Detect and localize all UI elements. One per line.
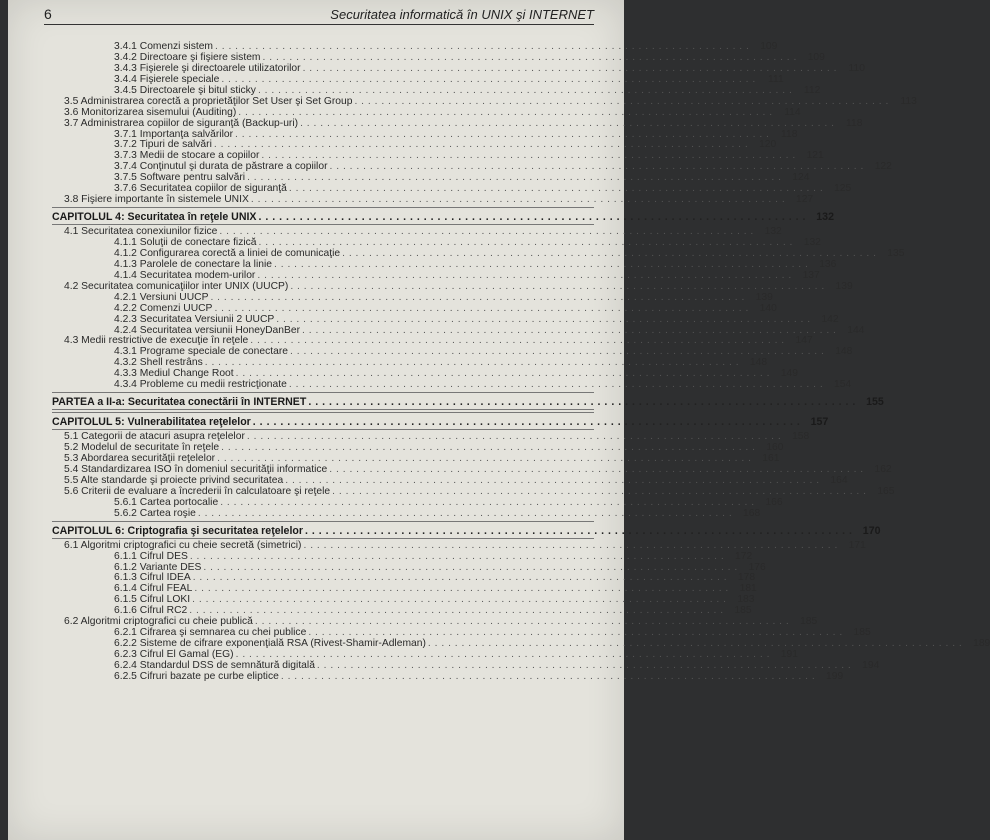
toc-entry-title: CAPITOLUL 4: Securitatea în reţele UNIX xyxy=(52,211,257,224)
dot-leader: . . . . . . . . . . . . . . . . . . . . . . . . . . . . . . . . . . . . . . . . . . . . . . . . . . . . . . . . . . . . . . . . . . . . . . . . . . . . . . . . xyxy=(354,95,889,107)
toc-entry-title: 4.2.1 Versiuni UUCP xyxy=(114,291,209,303)
toc-entry-page: 137 xyxy=(802,269,820,281)
dot-leader: . . . . . . . . . . . . . . . . . . . . . . . . . . . . . . . . . . . . . . . . . . . . . . . . . . . . . . . . . . . . . . . . . . . . . . . . . . . . . . . . xyxy=(194,583,729,595)
toc-entry-page: 178 xyxy=(737,572,756,584)
dot-leader: . . . . . . . . . . . . . . . . . . . . . . . . . . . . . . . . . . . . . . . . . . . . . . . . . . . . . . . . . . . . . . . . . . . . . . . . . . . . . . . . xyxy=(250,335,785,347)
toc-entry-title: 3.4.3 Fişierele şi directoarele utilizatorilor xyxy=(114,62,301,74)
dot-leader: . . . . . . . . . . . . . . . . . . . . . . . . . . . . . . . . . . . . . . . . . . . . . . . . . . . . . . . . . . . . . . . . . . . . . . . . . . . . . . . . xyxy=(204,357,740,369)
toc-entry-page: 185 xyxy=(800,616,818,628)
toc-chapter-entry xyxy=(52,211,834,224)
toc-entry-page: 139 xyxy=(835,280,853,292)
toc-entry-page: 111 xyxy=(768,73,784,85)
toc-entry-page: 168 xyxy=(743,507,761,519)
toc-entry-page: 109 xyxy=(760,41,778,52)
toc-entry xyxy=(52,302,777,315)
toc-entry-page: 132 xyxy=(764,226,782,238)
toc-entry-page: 155 xyxy=(866,396,884,409)
toc-entry-title: 6.2.5 Cifruri bazate pe curbe eliptice xyxy=(114,670,279,682)
dot-leader: . . . . . . . . . . . . . . . . . . . . . . . . . . . . . . . . . . . . . . . . . . . . . . . . . . . . . . . . . . . . . . . . . . . . . . . . . . . . . . . . xyxy=(258,237,793,248)
running-header xyxy=(44,4,594,25)
toc-chapter-entry xyxy=(52,416,829,429)
toc-entry-title: 3.7.4 Conţinutul şi durata de păstrare a copiilor xyxy=(114,161,328,173)
toc-entry-title: 3.7.2 Tipuri de salvări xyxy=(114,139,212,151)
dot-leader: . . . . . . . . . . . . . . . . . . . . . . . . . . . . . . . . . . . . . . . . . . . . . . . . . . . . . . . . . . . . . . . . . . . . . . . . . . . . . . . . xyxy=(217,453,752,464)
toc-entry-title: 4.1.1 Soluţii de conectare fizică xyxy=(114,237,257,248)
toc-entry-title: 5.5 Alte standarde şi proiecte privind securitatea xyxy=(64,474,284,486)
dot-leader: . . . . . . . . . . . . . . . . . . . . . . . . . . . . . . . . . . . . . . . . . . . . . . . . . . . . . . . . . . . . . . . . . . . . . . . . . . . . . . . . xyxy=(288,183,824,195)
toc-entry-page: 140 xyxy=(759,302,777,314)
table-of-contents xyxy=(52,41,990,683)
toc-entry-title: 4.2.3 Securitatea Versiunii 2 UUCP xyxy=(114,313,275,325)
dot-leader: . . . . . . . . . . . . . . . . . . . . . . . . . . . . . . . . . . . . . . . . . . . . . . . . . . . . . . . . . . . . . . . . . . . . . . . . . . . . . . . . xyxy=(238,106,773,118)
dot-leader: . . . . . . . . . . . . . . . . . . . . . . . . . . . . . . . . . . . . . . . . . . . . . . . . . . . . . . . . . . . . . . . . . . . . . . . . . . . . . . . . xyxy=(210,291,745,303)
dot-leader: . . . . . . . . . . . . . . . . . . . . . . . . . . . . . . . . . . . . . . . . . . . . . . . . . . . . . . . . . . . . . . . . . . . . . . . . . . . . . . . . xyxy=(221,442,756,454)
chapter-divider xyxy=(52,521,594,522)
chapter-divider xyxy=(52,538,594,539)
toc-entry-page: 135 xyxy=(887,247,905,259)
toc-entry xyxy=(52,106,801,119)
dot-leader: . . . . . . . . . . . . . . . . . . . . . . . . . . . . . . . . . . . . . . . . . . . . . . . . . . . . . . . . . . . . . . . . . . . . . . . . . . . . . . . . xyxy=(305,524,853,537)
toc-entry-page: 161 xyxy=(762,453,780,464)
dot-leader: . . . . . . . . . . . . . . . . . . . . . . . . . . . . . . . . . . . . . . . . . . . . . . . . . . . . . . . . . . . . . . . . . . . . . . . . . . . . . . . . xyxy=(258,211,806,224)
dot-leader: . . . . . . . . . . . . . . . . . . . . . . . . . . . . . . . . . . . . . . . . . . . . . . . . . . . . . . . . . . . . . . . . . . . . . . . . . . . . . . . . xyxy=(308,627,843,639)
toc-entry-page: 176 xyxy=(748,561,766,573)
toc-entry-page: 189 xyxy=(973,638,990,650)
page-number: 6 xyxy=(44,6,52,22)
toc-entry-page: 112 xyxy=(803,84,821,96)
toc-entry-page: 139 xyxy=(755,291,773,303)
toc-entry-title: 3.4.5 Directoarele şi bitul sticky xyxy=(114,84,256,96)
running-title: Securitatea informatică în UNIX şi INTERNET xyxy=(330,7,594,22)
dot-leader: . . . . . . . . . . . . . . . . . . . . . . . . . . . . . . . . . . . . . . . . . . . . . . . . . . . . . . . . . . . . . . . . . . . . . . . . . . . . . . . . xyxy=(235,128,770,140)
dot-leader: . . . . . . . . . . . . . . . . . . . . . . . . . . . . . . . . . . . . . . . . . . . . . . . . . . . . . . . . . . . . . . . . . . . . . . . . . . . . . . . . xyxy=(302,62,837,74)
toc-entry-title: 6.2.3 Cifrul El Gamal (EG) xyxy=(114,649,234,660)
toc-entry-page: 199 xyxy=(826,670,844,682)
chapter-divider xyxy=(52,224,594,225)
toc-entry-title: 6.1.5 Cifrul LOKI xyxy=(114,594,191,606)
toc-entry-title: 3.6 Monitorizarea sisemului (Auditing) xyxy=(64,106,237,118)
toc-entry-page: 160 xyxy=(766,442,784,454)
toc-entry-page: 194 xyxy=(862,659,880,671)
toc-entry xyxy=(52,291,773,304)
dot-leader: . . . . . . . . . . . . . . . . . . . . . . . . . . . . . . . . . . . . . . . . . . . . . . . . . . . . . . . . . . . . . . . . . . . . . . . . . . . . . . . . xyxy=(214,302,749,314)
toc-entry-page: 148 xyxy=(835,346,853,358)
toc-entry-page: 191 xyxy=(780,649,798,660)
toc-entry-title: 4.3.2 Shell restrâns xyxy=(114,357,203,369)
toc-entry-title: 3.7 Administrarea copiilor de siguranţă (Backup-uri) xyxy=(64,117,299,129)
dot-leader: . . . . . . . . . . . . . . . . . . . . . . . . . . . . . . . . . . . . . . . . . . . . . . . . . . . . . . . . . . . . . . . . . . . . . . . . . . . . . . . . xyxy=(252,416,801,429)
dot-leader: . . . . . . . . . . . . . . . . . . . . . . . . . . . . . . . . . . . . . . . . . . . . . . . . . . . . . . . . . . . . . . . . . . . . . . . . . . . . . . . . xyxy=(246,431,782,443)
toc-entry-page: 114 xyxy=(784,106,801,118)
dot-leader: . . . . . . . . . . . . . . . . . . . . . . . . . . . . . . . . . . . . . . . . . . . . . . . . . . . . . . . . . . . . . . . . . . . . . . . . . . . . . . . . xyxy=(329,161,864,173)
toc-entry-title: 6.2.4 Standardul DSS de semnătură digitală xyxy=(114,659,315,671)
dot-leader: . . . . . . . . . . . . . . . . . . . . . . . . . . . . . . . . . . . . . . . . . . . . . . . . . . . . . . . . . . . . . . . . . . . . . . . . . . . . . . . . xyxy=(203,561,738,573)
toc-entry-title: 3.5 Administrarea corectă a proprietăţilor Set User şi Set Group xyxy=(64,95,353,107)
toc-entry-title: 4.3 Medii restrictive de execuţie în reţele xyxy=(64,335,249,347)
dot-leader: . . . . . . . . . . . . . . . . . . . . . . . . . . . . . . . . . . . . . . . . . . . . . . . . . . . . . . . . . . . . . . . . . . . . . . . . . . . . . . . . xyxy=(215,41,750,52)
toc-entry-page: 118 xyxy=(846,117,863,129)
toc-entry-page: 162 xyxy=(874,463,892,475)
toc-entry xyxy=(52,670,844,683)
toc-entry-title: 4.1 Securitatea conexiunilor fizice xyxy=(64,226,218,238)
toc-entry-page: 165 xyxy=(877,485,895,497)
toc-entry-title: 5.6 Criterii de evaluare a încrederii în calculatoare şi reţele xyxy=(64,485,331,497)
chapter-divider xyxy=(52,409,594,410)
dot-leader: . . . . . . . . . . . . . . . . . . . . . . . . . . . . . . . . . . . . . . . . . . . . . . . . . . . . . . . . . . . . . . . . . . . . . . . . . . . . . . . . xyxy=(235,368,771,380)
toc-chapter-entry xyxy=(52,524,881,538)
dot-leader: . . . . . . . . . . . . . . . . . . . . . . . . . . . . . . . . . . . . . . . . . . . . . . . . . . . . . . . . . . . . . . . . . . . . . . . . . . . . . . . . xyxy=(316,659,852,671)
toc-entry-title: 5.1 Categorii de atacuri asupra reţelelor xyxy=(64,431,245,443)
toc-entry-title: 6.1.4 Cifrul FEAL xyxy=(114,583,193,595)
toc-entry-title: 6.2.1 Cifrarea şi semnarea cu chei publice xyxy=(114,627,307,639)
chapter-divider xyxy=(52,207,594,208)
dot-leader: . . . . . . . . . . . . . . . . . . . . . . . . . . . . . . . . . . . . . . . . . . . . . . . . . . . . . . . . . . . . . . . . . . . . . . . . . . . . . . . . xyxy=(332,485,867,497)
dot-leader: . . . . . . . . . . . . . . . . . . . . . . . . . . . . . . . . . . . . . . . . . . . . . . . . . . . . . . . . . . . . . . . . . . . . . . . . . . . . . . . . xyxy=(250,194,786,206)
toc-entry-title: 6.2.2 Sisteme de cifrare exponenţială RSA (Rivest-Shamir-Adleman) xyxy=(114,638,426,650)
toc-entry-title: 3.4.4 Fişierele speciale xyxy=(114,73,220,85)
toc-entry-title: 4.1.4 Securitatea modem-urilor xyxy=(114,269,256,281)
book-page xyxy=(8,0,990,840)
dot-leader: . . . . . . . . . . . . . . . . . . . . . . . . . . . . . . . . . . . . . . . . . . . . . . . . . . . . . . . . . . . . . . . . . . . . . . . . . . . . . . . . xyxy=(257,269,792,281)
toc-chapter-entry xyxy=(52,396,884,409)
toc-entry-title: 3.7.1 Importanţa salvărilor xyxy=(114,128,234,140)
toc-entry-page: 144 xyxy=(847,324,865,336)
dot-leader: . . . . . . . . . . . . . . . . . . . . . . . . . . . . . . . . . . . . . . . . . . . . . . . . . . . . . . . . . . . . . . . . . . . . . . . . . . . . . . . . xyxy=(300,117,835,129)
dot-leader: . . . . . . . . . . . . . . . . . . . . . . . . . . . . . . . . . . . . . . . . . . . . . . . . . . . . . . . . . . . . . . . . . . . . . . . . . . . . . . . . xyxy=(219,226,754,238)
dot-leader: . . . . . . . . . . . . . . . . . . . . . . . . . . . . . . . . . . . . . . . . . . . . . . . . . . . . . . . . . . . . . . . . . . . . . . . . . . . . . . . . xyxy=(262,51,797,63)
toc-entry-title: 5.2 Modelul de securitate în reţele xyxy=(64,442,220,454)
dot-leader: . . . . . . . . . . . . . . . . . . . . . . . . . . . . . . . . . . . . . . . . . . . . . . . . . . . . . . . . . . . . . . . . . . . . . . . . . . . . . . . . xyxy=(290,280,825,292)
toc-entry-title: 3.7.6 Securitatea copiilor de siguranţă xyxy=(114,183,287,195)
dot-leader: . . . . . . . . . . . . . . . . . . . . . . . . . . . . . . . . . . . . . . . . . . . . . . . . . . . . . . . . . . . . . . . . . . . . . . . . . . . . . . . . xyxy=(288,379,824,391)
toc-entry-page: 148 xyxy=(749,357,768,369)
toc-entry-page: 125 xyxy=(834,183,852,195)
toc-entry-page: 181 xyxy=(739,583,757,595)
dot-leader: . . . . . . . . . . . . . . . . . . . . . . . . . . . . . . . . . . . . . . . . . . . . . . . . . . . . . . . . . . . . . . . . . . . . . . . . . . . . . . . . xyxy=(189,605,724,617)
dot-leader: . . . . . . . . . . . . . . . . . . . . . . . . . . . . . . . . . . . . . . . . . . . . . . . . . . . . . . . . . . . . . . . . . . . . . . . . . . . . . . . . xyxy=(220,496,755,508)
toc-entry-title: 5.4 Standardizarea ISO în domeniul securităţii informatice xyxy=(64,463,328,475)
dot-leader: . . . . . . . . . . . . . . . . . . . . . . . . . . . . . . . . . . . . . . . . . . . . . . . . . . . . . . . . . . . . . . . . . . . . . . . . . . . . . . . . xyxy=(308,396,856,409)
toc-entry-title: PARTEA a II-a: Securitatea conectării în INTERNET xyxy=(52,396,307,409)
toc-entry-page: 157 xyxy=(810,416,829,429)
dot-leader: . . . . . . . . . . . . . . . . . . . . . . . . . . . . . . . . . . . . . . . . . . . . . . . . . . . . . . . . . . . . . . . . . . . . . . . . . . . . . . . . xyxy=(290,346,825,358)
toc-entry-page: 158 xyxy=(792,431,810,443)
dot-leader: . . . . . . . . . . . . . . . . . . . . . . . . . . . . . . . . . . . . . . . . . . . . . . . . . . . . . . . . . . . . . . . . . . . . . . . . . . . . . . . . xyxy=(235,649,770,660)
toc-entry xyxy=(52,313,839,326)
toc-entry-title: 6.1.3 Cifrul IDEA xyxy=(114,572,191,584)
dot-leader: . . . . . . . . . . . . . . . . . . . . . . . . . . . . . . . . . . . . . . . . . . . . . . . . . . . . . . . . . . . . . . . . . . . . . . . . . . . . . . . . xyxy=(257,84,793,96)
toc-entry-title: 5.6.2 Cartea roşie xyxy=(114,507,196,519)
toc-entry xyxy=(52,539,866,552)
dot-leader: . . . . . . . . . . . . . . . . . . . . . . . . . . . . . . . . . . . . . . . . . . . . . . . . . . . . . . . . . . . . . . . . . . . . . . . . . . . . . . . . xyxy=(342,247,877,259)
toc-entry-title: 4.3.4 Probleme cu medii restricţionate xyxy=(114,379,287,391)
toc-entry-page: 172 xyxy=(735,550,753,562)
toc-entry-page: 121 xyxy=(806,150,824,162)
toc-entry-page: 132 xyxy=(816,211,834,224)
toc-entry-page: 122 xyxy=(874,161,892,173)
toc-entry-title: 3.4.1 Comenzi sistem xyxy=(114,41,214,52)
toc-entry-title: 6.1.6 Cifrul RC2 xyxy=(114,605,188,617)
toc-entry-title: 3.4.2 Directoare şi fişiere sistem xyxy=(114,51,261,63)
toc-entry-page: 170 xyxy=(862,524,881,537)
toc-entry-page: 166 xyxy=(765,496,783,508)
toc-entry-page: 118 xyxy=(781,128,798,140)
toc-entry-page: 185 xyxy=(734,605,752,617)
toc-entry-page: 147 xyxy=(795,335,813,347)
dot-leader: . . . . . . . . . . . . . . . . . . . . . . . . . . . . . . . . . . . . . . . . . . . . . . . . . . . . . . . . . . . . . . . . . . . . . . . . . . . . . . . . xyxy=(329,463,864,475)
toc-entry-title: 6.1.1 Cifrul DES xyxy=(114,550,188,562)
toc-entry-title: 4.3.1 Programe speciale de conectare xyxy=(114,346,289,358)
toc-entry-title: 4.1.3 Parolele de conectare la linie xyxy=(114,258,272,270)
toc-entry-page: 120 xyxy=(759,139,777,151)
toc-entry-title: 6.2 Algoritmi criptografici cu cheie publică xyxy=(64,616,253,628)
toc-entry-page: 185 xyxy=(853,627,871,639)
toc-entry xyxy=(52,550,753,563)
toc-entry-title: 4.1.2 Configurarea corectă a liniei de comunicaţie xyxy=(114,247,341,259)
toc-entry-title: CAPITOLUL 6: Criptografia şi securitatea reţelelor xyxy=(52,524,303,537)
toc-entry xyxy=(52,379,852,391)
toc-entry-title: 4.2.4 Securitatea versiunii HoneyDanBer xyxy=(114,324,301,336)
chapter-divider xyxy=(52,392,594,393)
dot-leader: . . . . . . . . . . . . . . . . . . . . . . . . . . . . . . . . . . . . . . . . . . . . . . . . . . . . . . . . . . . . . . . . . . . . . . . . . . . . . . . . xyxy=(280,670,816,682)
dot-leader: . . . . . . . . . . . . . . . . . . . . . . . . . . . . . . . . . . . . . . . . . . . . . . . . . . . . . . . . . . . . . . . . . . . . . . . . . . . . . . . . xyxy=(192,594,727,606)
dot-leader: . . . . . . . . . . . . . . . . . . . . . . . . . . . . . . . . . . . . . . . . . . . . . . . . . . . . . . . . . . . . . . . . . . . . . . . . . . . . . . . . xyxy=(213,139,749,151)
dot-leader: . . . . . . . . . . . . . . . . . . . . . . . . . . . . . . . . . . . . . . . . . . . . . . . . . . . . . . . . . . . . . . . . . . . . . . . . . . . . . . . . xyxy=(221,73,756,85)
toc-entry-page: 183 xyxy=(737,594,755,606)
toc-entry-page: 149 xyxy=(780,368,799,380)
dot-leader: . . . . . . . . . . . . . . . . . . . . . . . . . . . . . . . . . . . . . . . . . . . . . . . . . . . . . . . . . . . . . . . . . . . . . . . . . . . . . . . . xyxy=(247,172,782,184)
toc-entry-page: 171 xyxy=(848,539,866,551)
toc-entry-title: 3.7.3 Medii de stocare a copiilor xyxy=(114,150,260,162)
toc-entry-page: 113 xyxy=(900,95,917,107)
dot-leader: . . . . . . . . . . . . . . . . . . . . . . . . . . . . . . . . . . . . . . . . . . . . . . . . . . . . . . . . . . . . . . . . . . . . . . . . . . . . . . . . xyxy=(427,638,963,650)
toc-entry-title: 5.3 Abordarea securităţii reţelelor xyxy=(64,453,216,464)
dot-leader: . . . . . . . . . . . . . . . . . . . . . . . . . . . . . . . . . . . . . . . . . . . . . . . . . . . . . . . . . . . . . . . . . . . . . . . . . . . . . . . . xyxy=(197,507,733,519)
dot-leader: . . . . . . . . . . . . . . . . . . . . . . . . . . . . . . . . . . . . . . . . . . . . . . . . . . . . . . . . . . . . . . . . . . . . . . . . . . . . . . . . xyxy=(274,258,809,270)
toc-entry-page: 136 xyxy=(819,258,837,270)
toc-entry-title: 6.1.2 Variante DES xyxy=(114,561,202,573)
dot-leader: . . . . . . . . . . . . . . . . . . . . . . . . . . . . . . . . . . . . . . . . . . . . . . . . . . . . . . . . . . . . . . . . . . . . . . . . . . . . . . . . xyxy=(285,474,820,486)
toc-entry-page: 109 xyxy=(807,51,825,63)
toc-entry-title: 3.8 Fişiere importante în sistemele UNIX xyxy=(64,194,249,206)
toc-entry-page: 132 xyxy=(803,237,821,248)
dot-leader: . . . . . . . . . . . . . . . . . . . . . . . . . . . . . . . . . . . . . . . . . . . . . . . . . . . . . . . . . . . . . . . . . . . . . . . . . . . . . . . . xyxy=(254,616,790,628)
dot-leader: . . . . . . . . . . . . . . . . . . . . . . . . . . . . . . . . . . . . . . . . . . . . . . . . . . . . . . . . . . . . . . . . . . . . . . . . . . . . . . . . xyxy=(189,550,725,562)
toc-entry-title: 5.6.1 Cartea portocalie xyxy=(114,496,219,508)
toc-entry-title: 4.2 Securitatea comunicaţiilor inter UNIX (UUCP) xyxy=(64,280,289,292)
dot-leader: . . . . . . . . . . . . . . . . . . . . . . . . . . . . . . . . . . . . . . . . . . . . . . . . . . . . . . . . . . . . . . . . . . . . . . . . . . . . . . . . xyxy=(302,324,837,336)
toc-entry-page: 142 xyxy=(821,313,839,325)
toc-entry-title: 4.2.2 Comenzi UUCP xyxy=(114,302,213,314)
dot-leader: . . . . . . . . . . . . . . . . . . . . . . . . . . . . . . . . . . . . . . . . . . . . . . . . . . . . . . . . . . . . . . . . . . . . . . . . . . . . . . . . xyxy=(261,150,796,162)
toc-entry xyxy=(52,95,917,108)
toc-entry xyxy=(52,507,761,520)
dot-leader: . . . . . . . . . . . . . . . . . . . . . . . . . . . . . . . . . . . . . . . . . . . . . . . . . . . . . . . . . . . . . . . . . . . . . . . . . . . . . . . . xyxy=(276,313,811,325)
toc-entry-page: 154 xyxy=(834,379,852,391)
toc-entry-title: CAPITOLUL 5: Vulnerabilitatea reţelelor xyxy=(52,416,251,429)
toc-entry xyxy=(52,194,814,206)
toc-entry-title: 4.3.3 Mediul Change Root xyxy=(114,368,234,380)
toc-entry xyxy=(52,117,863,130)
toc-entry-page: 124 xyxy=(792,172,810,184)
dot-leader: . . . . . . . . . . . . . . . . . . . . . . . . . . . . . . . . . . . . . . . . . . . . . . . . . . . . . . . . . . . . . . . . . . . . . . . . . . . . . . . . xyxy=(192,572,728,584)
chapter-divider xyxy=(52,412,594,413)
dot-leader: . . . . . . . . . . . . . . . . . . . . . . . . . . . . . . . . . . . . . . . . . . . . . . . . . . . . . . . . . . . . . . . . . . . . . . . . . . . . . . . . xyxy=(303,539,838,551)
toc-entry-page: 164 xyxy=(830,474,848,486)
toc-entry-page: 110 xyxy=(848,62,865,74)
chapter-divider xyxy=(52,429,594,430)
toc-entry-title: 3.7.5 Software pentru salvări xyxy=(114,172,246,184)
toc-entry-title: 6.1 Algoritmi criptografici cu cheie secretă (simetrici) xyxy=(64,539,302,551)
toc-entry-page: 127 xyxy=(796,194,814,206)
